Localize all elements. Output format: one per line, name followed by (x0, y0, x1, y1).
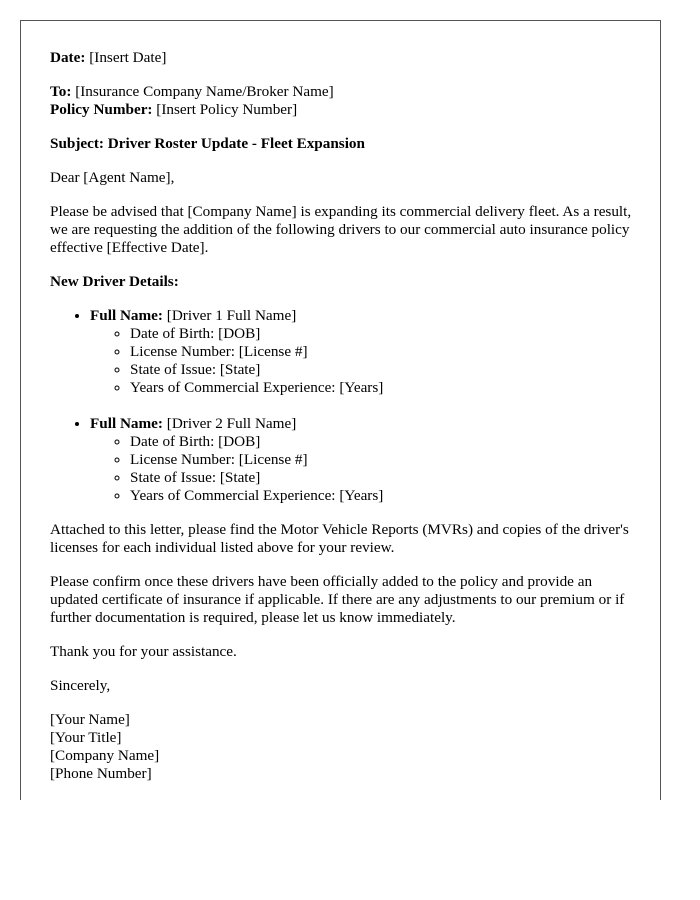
date-line (50, 49, 635, 67)
driver-state: ◦ State of Issue: [State] (130, 361, 635, 379)
thanks-line: Thank you for your assistance. (50, 643, 237, 660)
signature-company: [Company Name] (50, 747, 160, 764)
driver-state: ◦ State of Issue: [State] (130, 469, 635, 487)
to-label: To: (50, 83, 72, 100)
details-heading (50, 273, 635, 291)
signature-name: [Your Name] (50, 711, 130, 728)
to-value: [Insurance Company Name/Broker Name] (71, 83, 334, 100)
intro-paragraph: Please be advised that [Company Name] is expanding its commercial delivery fleet. As a result, we are requesting the addition of the following drivers to our commercial auto insurance policy effective [Effective Date]. (50, 203, 632, 256)
details-heading-text: New Driver Details: (50, 273, 179, 290)
driver-details-list (90, 325, 635, 397)
driver-license: ◦ License Number: [License #] (130, 451, 635, 469)
driver-name-value: [Driver 1 Full Name] (162, 307, 297, 324)
driver-name-label: Full Name: (90, 307, 163, 324)
driver-details-list (90, 433, 635, 505)
salutation: Dear [Agent Name], (50, 169, 175, 186)
date-label: Date: (50, 49, 86, 66)
attachments-paragraph: Attached to this letter, please find the Motor Vehicle Reports (MVRs) and copies of the driver's licenses for each individual listed above for your review. (50, 521, 629, 556)
date-value: [Insert Date] (85, 49, 167, 66)
policy-line (50, 101, 635, 119)
confirmation-paragraph: Please confirm once these drivers have been officially added to the policy and provide an updated certificate of insurance if applicable. If there are any adjustments to our premium or if further documentation is required, please let us know immediately. (50, 573, 625, 626)
letter-body (50, 49, 635, 799)
recipient-block (50, 83, 635, 119)
driver-experience: ◦ Years of Commercial Experience: [Years] (130, 379, 635, 397)
driver-name-label: Full Name: (90, 415, 163, 432)
driver-license: ◦ License Number: [License #] (130, 343, 635, 361)
driver-experience: ◦ Years of Commercial Experience: [Years] (130, 487, 635, 505)
letter-page (20, 20, 661, 800)
closing-line: Sincerely, (50, 677, 111, 694)
driver-dob: ◦ Date of Birth: [DOB] (130, 325, 635, 343)
subject-text: Subject: Driver Roster Update - Fleet Expansion (50, 135, 365, 152)
signature-title: [Your Title] (50, 729, 122, 746)
to-line (50, 83, 635, 101)
policy-value: [Insert Policy Number] (152, 101, 298, 118)
signature-block (50, 711, 635, 783)
driver-item (90, 415, 635, 505)
driver-dob: ◦ Date of Birth: [DOB] (130, 433, 635, 451)
policy-label: Policy Number: (50, 101, 153, 118)
subject-line (50, 135, 635, 153)
signature-phone: [Phone Number] (50, 765, 152, 782)
driver-name-value: [Driver 2 Full Name] (162, 415, 297, 432)
driver-item (90, 307, 635, 397)
driver-list (50, 307, 635, 505)
